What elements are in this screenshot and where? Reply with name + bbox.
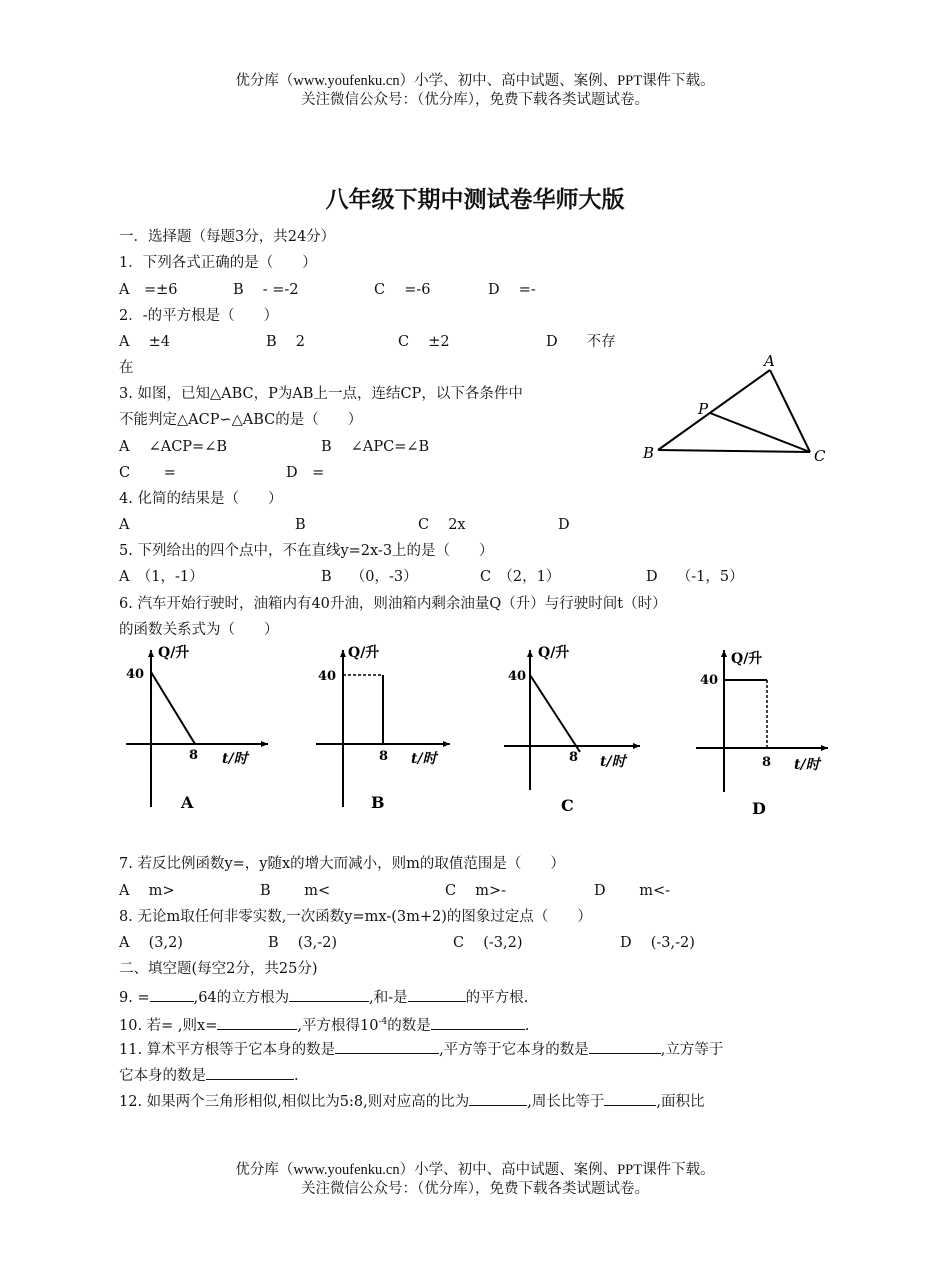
q3-option-c: C = bbox=[119, 465, 176, 481]
q5-stem: 5. 下列给出的四个点中，不在直线y=2x-3上的是（ ） bbox=[119, 543, 494, 559]
q2-option-b: B 2 bbox=[266, 334, 305, 350]
q5-option-d: D （-1，5） bbox=[646, 569, 744, 585]
segment-pc bbox=[710, 413, 810, 452]
graph-d-xtick: 8 bbox=[762, 755, 772, 770]
q5-option-a: A （1，-1） bbox=[119, 569, 204, 585]
q12-blank-1[interactable] bbox=[469, 1090, 527, 1106]
graph-d bbox=[692, 642, 852, 820]
q4-option-d: D bbox=[558, 517, 570, 533]
q1-option-a: A =±6 bbox=[119, 282, 178, 298]
graph-a-ylabel: Q/升 bbox=[158, 645, 190, 661]
q7-option-c: C m>- bbox=[445, 883, 507, 899]
q8-stem: 8. 无论m取任何非零实数,一次函数y=mx-(3m+2)的图象过定点（ ） bbox=[119, 909, 592, 925]
q10: 10. 若= ,则x= ,平方根得$10^{-4}$的数是 . bbox=[119, 1012, 529, 1036]
triangle-figure bbox=[638, 350, 838, 465]
q11-blank-3[interactable] bbox=[206, 1064, 294, 1080]
page-title: 八年级下期中测试卷华师大版 bbox=[325, 187, 625, 213]
q1-option-b: B - =-2 bbox=[233, 282, 299, 298]
q1-option-c: C =-6 bbox=[374, 282, 431, 298]
page-header-line-1: 优分库（www.youfenku.cn）小学、初中、高中试题、案例、PPT课件下载。 bbox=[235, 73, 715, 89]
q3-option-a: A ∠ACP=∠B bbox=[119, 439, 228, 455]
graph-c-xtick: 8 bbox=[569, 750, 579, 765]
q11-line-1: 11. 算术平方根等于它本身的数是 ,平方等于它本身的数是 ,立方等于 bbox=[119, 1038, 723, 1060]
graph-a-xlabel: t/时 bbox=[222, 751, 248, 767]
q2-option-a: A ±4 bbox=[119, 334, 170, 350]
page-footer-line-2: 关注微信公众号：（优分库），免费下载各类试题试卷。 bbox=[301, 1181, 649, 1197]
segment-bc bbox=[658, 450, 810, 452]
q1-option-d: D =- bbox=[488, 282, 536, 298]
q9-blank-1[interactable] bbox=[150, 986, 194, 1002]
q3-option-b: B ∠APC=∠B bbox=[321, 439, 430, 455]
q11-blank-2[interactable] bbox=[589, 1038, 661, 1054]
q10-blank-2[interactable] bbox=[431, 1014, 525, 1030]
q5-option-b: B （0，-3） bbox=[321, 569, 418, 585]
q9-blank-2[interactable] bbox=[289, 986, 369, 1002]
graph-b-xlabel: t/时 bbox=[411, 751, 437, 767]
graph-d-ytick: 40 bbox=[700, 673, 719, 688]
graph-c-ylabel: Q/升 bbox=[538, 645, 570, 661]
q6-stem-line-2: 的函数关系式为（ ） bbox=[119, 622, 279, 638]
graph-d-label: D bbox=[752, 799, 766, 818]
graph-c-label: C bbox=[561, 796, 574, 815]
graph-a bbox=[118, 642, 278, 817]
q3-stem-line-1: 3. 如图，已知△ABC，P为AB上一点，连结CP，以下各条件中 bbox=[119, 386, 523, 402]
section-1-heading: 一．选择题（每题3分，共24分） bbox=[119, 229, 336, 245]
q7-option-d: D m<- bbox=[594, 883, 671, 899]
graph-b-xtick: 8 bbox=[379, 749, 389, 764]
graph-b-ytick: 40 bbox=[318, 669, 337, 684]
q12: 12. 如果两个三角形相似,相似比为5:8,则对应高的比为 ,周长比等于 ,面积比 bbox=[119, 1090, 704, 1112]
graph-a-xtick: 8 bbox=[189, 748, 199, 763]
q10-blank-1[interactable] bbox=[217, 1014, 297, 1030]
q8-option-b: B (3,-2) bbox=[268, 935, 338, 951]
q8-option-d: D (-3,-2) bbox=[620, 935, 695, 951]
q4-option-a: A bbox=[119, 517, 130, 533]
q2-option-c: C ±2 bbox=[398, 334, 450, 350]
q4-option-c: C 2x bbox=[418, 517, 466, 533]
q2-option-d-tail: 在 bbox=[119, 360, 134, 376]
graph-c-ytick: 40 bbox=[508, 669, 527, 684]
vertex-label-p: P bbox=[698, 400, 709, 418]
q6-stem-line-1: 6. 汽车开始行驶时，油箱内有40升油，则油箱内剩余油量Q（升）与行驶时间t（时） bbox=[119, 596, 667, 612]
graph-d-ylabel: Q/升 bbox=[731, 651, 763, 667]
q12-blank-2[interactable] bbox=[604, 1090, 656, 1106]
q8-option-c: C (-3,2) bbox=[453, 935, 523, 951]
section-2-heading: 二、填空题(每空2分，共25分) bbox=[119, 961, 318, 977]
q11-line-2: 它本身的数是 . bbox=[119, 1064, 299, 1086]
segment-ba bbox=[658, 370, 770, 450]
q2-stem: 2．-的平方根是（ ） bbox=[119, 308, 279, 324]
q7-option-b: B m< bbox=[260, 883, 331, 899]
graph-a-ytick: 40 bbox=[126, 667, 145, 682]
q9: 9. = ,64的立方根为 ,和-是 的平方根. bbox=[119, 986, 528, 1008]
q9-blank-3[interactable] bbox=[408, 986, 466, 1002]
q3-option-d: D = bbox=[286, 465, 325, 481]
q7-option-a: A m> bbox=[119, 883, 175, 899]
graph-b bbox=[310, 642, 470, 817]
q4-option-b: B bbox=[295, 517, 306, 533]
vertex-label-b: B bbox=[643, 444, 655, 462]
q7-stem: 7. 若反比例函数y=，y随x的增大而减小，则m的取值范围是（ ） bbox=[119, 856, 565, 872]
q1-stem: 1．下列各式正确的是（ ） bbox=[119, 255, 317, 271]
page-header-line-2: 关注微信公众号：（优分库），免费下载各类试题试卷。 bbox=[301, 92, 649, 108]
graph-c-xlabel: t/时 bbox=[600, 754, 626, 770]
graph-d-xlabel: t/时 bbox=[794, 757, 820, 773]
vertex-label-a: A bbox=[764, 352, 775, 370]
graph-a-label: A bbox=[181, 793, 194, 812]
q2-option-d: D 不存 bbox=[546, 334, 616, 350]
graph-b-ylabel: Q/升 bbox=[348, 645, 380, 661]
q4-stem: 4. 化简的结果是（ ） bbox=[119, 491, 283, 507]
page-footer-line-1: 优分库（www.youfenku.cn）小学、初中、高中试题、案例、PPT课件下载。 bbox=[235, 1162, 715, 1178]
graph-c bbox=[500, 642, 660, 820]
q11-blank-1[interactable] bbox=[335, 1038, 439, 1054]
vertex-label-c: C bbox=[814, 447, 826, 465]
q5-option-c: C （2，1） bbox=[480, 569, 561, 585]
q8-option-a: A (3,2) bbox=[119, 935, 183, 951]
q3-stem-line-2: 不能判定△ACP∽△ABC的是（ ） bbox=[119, 412, 363, 428]
graph-b-label: B bbox=[371, 793, 385, 812]
